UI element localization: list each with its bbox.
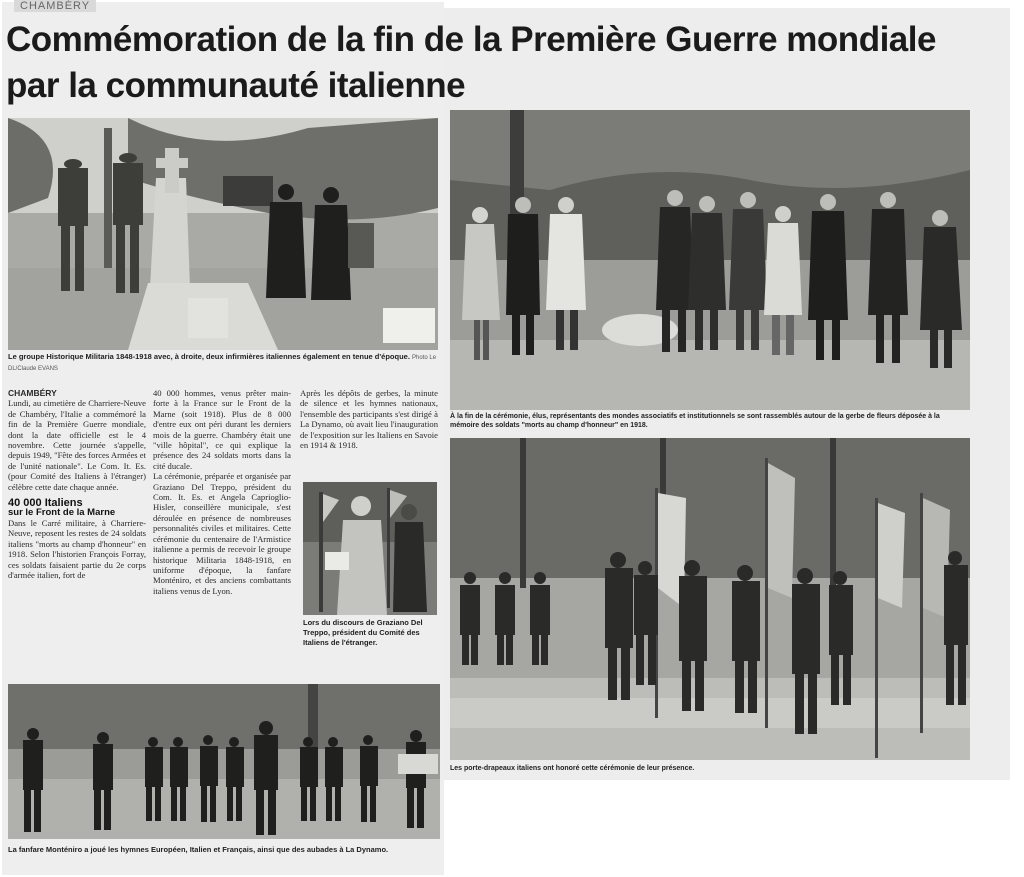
speech-photo-caption: Lors du discours de Graziano Del Treppo, président du Comité des Italiens de l'étranger. bbox=[303, 618, 423, 647]
monument-photo-caption bbox=[8, 352, 438, 374]
speech-photo bbox=[303, 482, 437, 615]
article-paragraph-1: Lundi, au cimetière de Charriere-Neuve de Chambéry, l'Italie a commémoré la fin de la Première Guerre mondiale, dont la date officielle est le 4 novembre. Cette journée s'appelle, depuis 1949, "Fête des forces Armées et de l'unité nationale". Le Com. It. Es. (pour Comité des Italiens à l'étranger) célèbre cette date chaque année. bbox=[8, 398, 146, 492]
article-paragraph-2: Dans le Carré militaire, à Charriere-Neuve, reposent les restes de 24 soldats italiens "morts au champ d'honneur" en 1918. Selon l'historien François Forray, ces soldats faisaient partie du 2e corps d'armée italien, fort de bbox=[8, 518, 146, 581]
article-paragraph-5: Après les dépôts de gerbes, la minute de silence et les hymnes nationaux, l'ensemble des participants s'est dirigé à La Dynamo, où avait lieu l'inauguration de l'exposition sur les Italiens en Savoie en 1914 & 1918. bbox=[300, 388, 438, 451]
headline-line-2: par la communauté italienne bbox=[6, 66, 466, 105]
headline-line-1: Commémoration de la fin de la Première Guerre mondiale bbox=[6, 20, 936, 59]
article-column-2 bbox=[153, 388, 291, 678]
article-column-3 bbox=[300, 388, 438, 478]
article-paragraph-4: La cérémonie, préparée et organisée par Graziano Del Treppo, président du Com. It. Es. et Angela Caprioglio-Hisler, conseillère municipale, s'est déroulée en présence de nombreuses personnalités civiles et militaires. Cette cérémonie du centenaire de l'Armistice italienne a permis de recevoir le groupe historique Militaria 1848-1918, en uniforme d'époque, la fanfare Monténiro, et des anciens combattants italiens venus de Lyon. bbox=[153, 471, 291, 596]
band-photo bbox=[8, 684, 440, 839]
band-photo-caption: La fanfare Monténiro a joué les hymnes Européen, Italien et Français, ainsi que des aubades à La Dynamo. bbox=[8, 845, 389, 854]
flag-bearers-photo bbox=[450, 438, 970, 760]
photo-credit: Photo Le DL/Claude EVANS bbox=[8, 355, 437, 372]
group-photo bbox=[450, 110, 970, 410]
subhead-line-2: sur le Front de la Marne bbox=[8, 507, 116, 519]
caption-text: Le groupe Historique Militaria 1848-1918 avec, à droite, deux infirmières italiennes également en tenue d'époque. bbox=[8, 352, 410, 361]
monument-photo bbox=[8, 118, 438, 350]
article-column-1 bbox=[8, 388, 146, 678]
flag-bearers-photo-caption: Les porte-drapeaux italiens ont honoré cette cérémonie de leur présence. bbox=[450, 765, 695, 772]
subhead-line-1: 40 000 Italiens bbox=[8, 497, 83, 510]
dateline: CHAMBÉRY bbox=[8, 388, 57, 398]
section-label: CHAMBÉRY bbox=[14, 0, 96, 12]
article-paragraph-3: 40 000 hommes, venus prêter main-forte à la France sur le Front de la Marne (soit 1918). Plus de 8 000 d'entre eux ont péri durant les derniers mois de la guerre. Chambéry était une "ville hôpital", ce qui explique la présence des 24 soldats morts dans la cité ducale. bbox=[153, 388, 291, 471]
group-photo-caption: À la fin de la cérémonie, élus, représentants des mondes associatifs et institutionnels se sont rassemblés autour de la gerbe de fleurs déposée à la mémoire des soldats "morts au champ d'honneur" en 1918. bbox=[450, 413, 940, 429]
